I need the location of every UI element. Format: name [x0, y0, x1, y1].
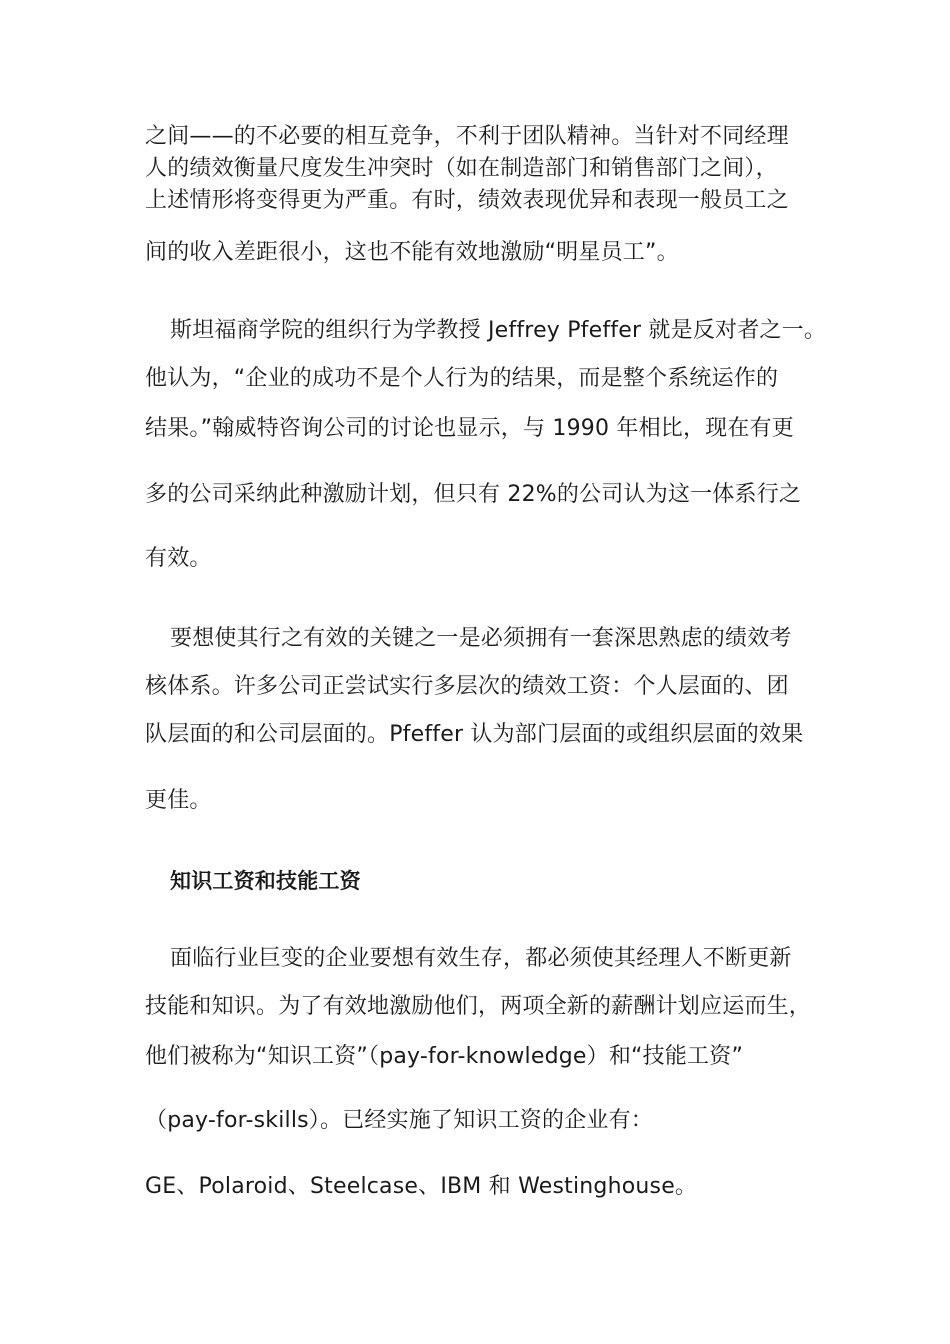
paragraph-3-line-1: 要想使其行之有效的关键之一是必须拥有一套深思熟虑的绩效考 [170, 626, 792, 651]
section-heading: 知识工资和技能工资 [170, 869, 361, 893]
paragraph-1-line-3: 上述情形将变得更为严重。有时，绩效表现优异和表现一般员工之 [145, 188, 789, 213]
paragraph-4-line-1: 面临行业巨变的企业要想有效生存，都必须使其经理人不断更新 [170, 946, 792, 971]
paragraph-4-line-3: 他们被称为“知识工资”（pay-for-knowledge）和“技能工资” [145, 1044, 744, 1069]
paragraph-2-line-2: 他认为，“企业的成功不是个人行为的结果，而是整个系统运作的 [145, 366, 779, 391]
paragraph-4-line-5: GE、Polaroid、Steelcase、IBM 和 Westinghouse。 [145, 1174, 698, 1199]
paragraph-1-line-2: 人的绩效衡量尺度发生冲突时（如在制造部门和销售部门之间）， [145, 156, 778, 181]
paragraph-3-line-4: 更佳。 [145, 788, 212, 813]
paragraph-1-line-4: 间的收入差距很小，这也不能有效地激励“明星员工”。 [145, 240, 679, 265]
paragraph-2-line-1: 斯坦福商学院的组织行为学教授 Jeffrey Pfeffer 就是反对者之一。 [170, 318, 827, 343]
paragraph-2-line-5: 有效。 [145, 546, 212, 571]
paragraph-1-line-1: 之间——的不必要的相互竞争，不利于团队精神。当针对不同经理 [145, 124, 789, 149]
paragraph-3-line-3: 队层面的和公司层面的。Pfeffer 认为部门层面的或组织层面的效果 [145, 722, 804, 747]
paragraph-2-line-3: 结果。”翰威特咨询公司的讨论也显示，与 1990 年相比，现在有更 [145, 416, 794, 441]
paragraph-2-line-4: 多的公司采纳此种激励计划，但只有 22%的公司认为这一体系行之 [145, 482, 802, 507]
paragraph-3-line-2: 核体系。许多公司正尝试实行多层次的绩效工资：个人层面的、团 [145, 674, 789, 699]
paragraph-4-line-4: （pay-for-skills）。已经实施了知识工资的企业有： [145, 1108, 654, 1133]
paragraph-4-line-2: 技能和知识。为了有效地激励他们，两项全新的薪酬计划应运而生， [145, 994, 812, 1019]
